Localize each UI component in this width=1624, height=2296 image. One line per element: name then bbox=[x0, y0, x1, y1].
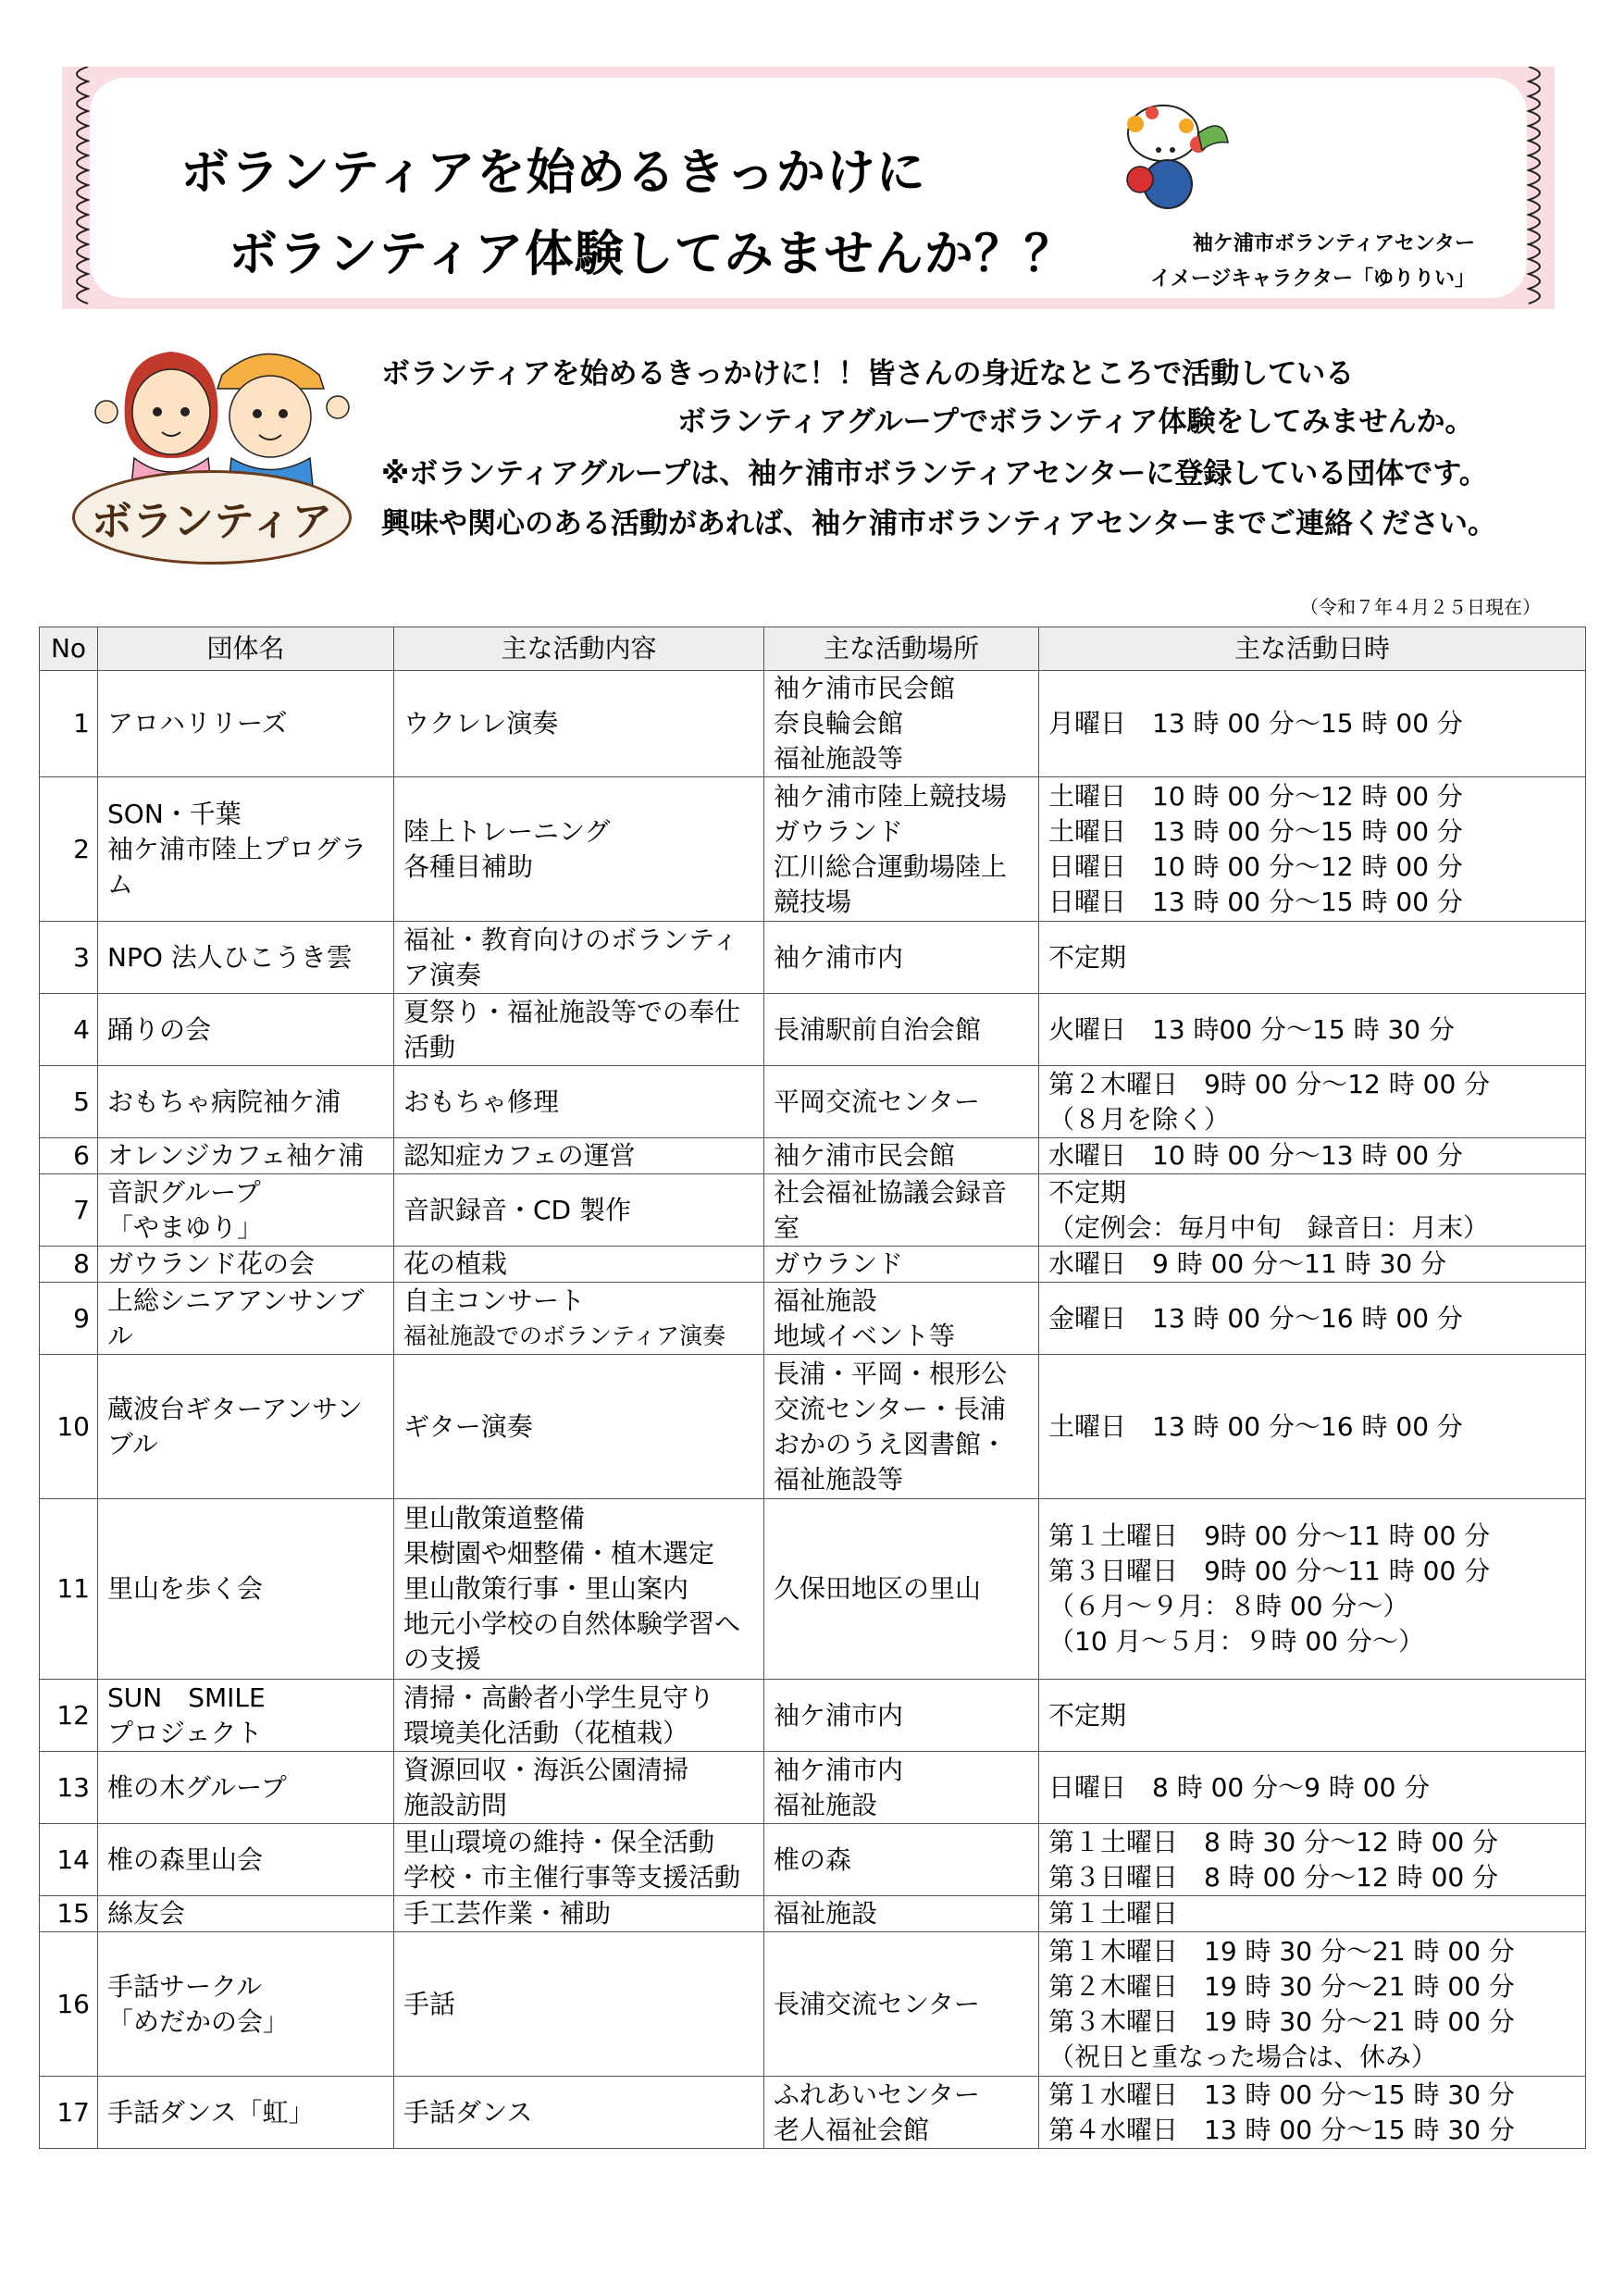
activity-time-cell bbox=[1039, 1066, 1586, 1138]
table-row bbox=[40, 1066, 1586, 1138]
activity-place-cell-line: 袖ケ浦市民会館 bbox=[774, 1140, 956, 1171]
activity-time-cell-line: 第１水曜日 13 時 00 分～15 時 30 分 bbox=[1048, 2079, 1515, 2110]
activity-content-cell-line: 学校・市主催行事等支援活動 bbox=[403, 1861, 741, 1893]
activity-time-cell-line: 第２木曜日 19 時 30 分～21 時 00 分 bbox=[1048, 1970, 1515, 2002]
group-name-cell bbox=[98, 1896, 394, 1932]
group-name-cell bbox=[98, 671, 394, 777]
activity-content-cell-line: おもちゃ修理 bbox=[403, 1086, 560, 1117]
row-number-cell: 4 bbox=[40, 994, 98, 1066]
table-row bbox=[40, 1680, 1586, 1752]
table-row bbox=[40, 1824, 1586, 1896]
row-number-cell: 6 bbox=[40, 1138, 98, 1174]
activity-time-cell-line: 土曜日 10 時 00 分～12 時 00 分 bbox=[1048, 780, 1463, 812]
group-name-cell-line: 袖ケ浦市陸上プログラム bbox=[107, 833, 367, 900]
activity-content-cell-line: 清掃・高齢者小学生見守り bbox=[403, 1682, 715, 1713]
activity-content-cell-line: 各種目補助 bbox=[403, 850, 534, 882]
row-number-cell: 3 bbox=[40, 922, 98, 994]
group-name-cell-line: プロジェクト bbox=[107, 1717, 263, 1748]
activity-content-cell-line: 福祉施設でのボランティア演奏 bbox=[403, 1322, 726, 1349]
activity-content-cell-line: 夏祭り・福祉施設等での奉仕活動 bbox=[403, 996, 741, 1062]
row-number-cell: 11 bbox=[40, 1499, 98, 1680]
row-number-cell: 15 bbox=[40, 1896, 98, 1932]
activity-place-cell-line: 袖ケ浦市内 bbox=[774, 1699, 904, 1731]
group-name-cell bbox=[98, 1283, 394, 1355]
activity-time-cell-line: 第３日曜日 8 時 00 分～12 時 00 分 bbox=[1048, 1861, 1499, 1893]
activity-time-cell-line: （10 月～５月：９時 00 分～） bbox=[1048, 1626, 1424, 1657]
activity-place-cell bbox=[764, 922, 1039, 994]
activity-place-cell-line: 平岡交流センター bbox=[774, 1086, 980, 1117]
group-name-cell-line: 「やまゆり」 bbox=[107, 1211, 264, 1243]
mascot-caption-line-1: 袖ケ浦市ボランティアセンター bbox=[1192, 232, 1475, 255]
activity-time-cell-line: 第２木曜日 9時 00 分～12 時 00 分 bbox=[1048, 1068, 1491, 1099]
activity-content-cell bbox=[394, 1932, 764, 2077]
activity-place-cell bbox=[764, 1896, 1039, 1932]
activity-place-cell bbox=[764, 1752, 1039, 1824]
table-body bbox=[40, 671, 1586, 2149]
activity-time-cell-line: 水曜日 9 時 00 分～11 時 30 分 bbox=[1048, 1248, 1447, 1279]
activity-content-cell bbox=[394, 671, 764, 777]
group-name-cell-line: 絲友会 bbox=[107, 1898, 186, 1929]
group-name-cell-line: 手話ダンス「虹」 bbox=[107, 2096, 315, 2128]
activity-content-cell-line: 資源回収・海浜公園清掃 bbox=[403, 1754, 689, 1785]
activity-content-cell-line: 手工芸作業・補助 bbox=[403, 1898, 612, 1929]
mascot-caption-line-2: イメージキャラクター「ゆりりい」 bbox=[1150, 267, 1475, 291]
activity-time-cell bbox=[1039, 1896, 1586, 1932]
header-activity-time: 主な活動日時 bbox=[1039, 627, 1586, 671]
row-number-cell: 8 bbox=[40, 1247, 98, 1283]
row-number-cell: 9 bbox=[40, 1283, 98, 1355]
activity-time-cell-line: 土曜日 13 時 00 分～16 時 00 分 bbox=[1048, 1410, 1463, 1442]
activity-time-cell-line: 第３木曜日 19 時 30 分～21 時 00 分 bbox=[1048, 2005, 1515, 2037]
activity-time-cell-line: 第４水曜日 13 時 00 分～15 時 30 分 bbox=[1048, 2114, 1515, 2145]
activity-place-cell-line: ガウランド bbox=[774, 1248, 904, 1279]
activity-time-cell-line: 第１土曜日 9時 00 分～11 時 00 分 bbox=[1048, 1520, 1491, 1551]
group-name-cell-line: 手話サークル bbox=[107, 1970, 263, 2002]
activity-place-cell-line: 奈良輪会館 bbox=[774, 708, 904, 738]
activity-content-cell bbox=[394, 1138, 764, 1174]
group-name-cell-line: アロハリリーズ bbox=[107, 708, 288, 738]
activity-content-cell-line: 施設訪問 bbox=[403, 1789, 508, 1820]
header-no: No bbox=[40, 627, 98, 671]
group-name-cell-line: 上総シニアアンサンブル bbox=[107, 1285, 365, 1351]
activity-time-cell bbox=[1039, 2077, 1586, 2149]
activity-place-cell-line: 社会福祉協議会録音室 bbox=[774, 1176, 1008, 1243]
banner-frame bbox=[90, 78, 1527, 298]
table-row bbox=[40, 1932, 1586, 2077]
mascot-yuririi-icon bbox=[1098, 96, 1237, 217]
activity-place-cell-line: ガウランド bbox=[774, 815, 904, 847]
activity-content-cell-line: 果樹園や畑整備・植木選定 bbox=[403, 1538, 715, 1569]
activity-place-cell bbox=[764, 1499, 1039, 1680]
header-activity-content: 主な活動内容 bbox=[394, 627, 764, 671]
activity-place-cell-line: 江川総合運動場陸上競技場 bbox=[774, 850, 1008, 917]
table-row bbox=[40, 994, 1586, 1066]
activity-content-cell-line: 陸上トレーニング bbox=[403, 815, 611, 847]
activity-content-cell bbox=[394, 1752, 764, 1824]
activity-content-cell-line: 花の植栽 bbox=[403, 1248, 508, 1279]
group-name-cell bbox=[98, 1752, 394, 1824]
activity-time-cell-line: （定例会：毎月中旬 録音日：月末） bbox=[1048, 1211, 1490, 1243]
table-row bbox=[40, 777, 1586, 922]
activity-content-cell bbox=[394, 1247, 764, 1283]
header-activity-place: 主な活動場所 bbox=[764, 627, 1039, 671]
activity-time-cell bbox=[1039, 1499, 1586, 1680]
row-number-cell: 13 bbox=[40, 1752, 98, 1824]
wavy-border-right bbox=[1527, 67, 1555, 309]
activity-place-cell bbox=[764, 1824, 1039, 1896]
group-name-cell-line: 椎の森里山会 bbox=[107, 1843, 264, 1875]
group-name-cell bbox=[98, 1138, 394, 1174]
activity-time-cell-line: 不定期 bbox=[1048, 941, 1127, 973]
group-name-cell bbox=[98, 1355, 394, 1499]
activity-place-cell bbox=[764, 1066, 1039, 1138]
activity-time-cell-line: 第１土曜日 bbox=[1048, 1898, 1179, 1929]
activity-time-cell-line: 日曜日 13 時 00 分～15 時 00 分 bbox=[1048, 886, 1463, 917]
activity-time-cell bbox=[1039, 1752, 1586, 1824]
group-name-cell-line: 椎の木グループ bbox=[107, 1771, 287, 1803]
group-name-cell bbox=[98, 1824, 394, 1896]
activity-time-cell-line: 水曜日 10 時 00 分～13 時 00 分 bbox=[1048, 1140, 1463, 1171]
row-number-cell: 1 bbox=[40, 671, 98, 777]
activity-place-cell-line: 椎の森 bbox=[774, 1843, 852, 1875]
activity-content-cell bbox=[394, 1174, 764, 1247]
activity-content-cell bbox=[394, 922, 764, 994]
activity-time-cell-line: 火曜日 13 時00 分～15 時 30 分 bbox=[1048, 1013, 1456, 1045]
group-name-cell bbox=[98, 1174, 394, 1247]
activity-time-cell bbox=[1039, 1824, 1586, 1896]
activity-content-cell bbox=[394, 1499, 764, 1680]
activity-content-cell bbox=[394, 994, 764, 1066]
row-number-cell: 10 bbox=[40, 1355, 98, 1499]
activity-content-cell bbox=[394, 1896, 764, 1932]
intro-line-1: ボランティアを始めるきっかけに！！皆さんの身近なところで活動している bbox=[381, 357, 1355, 391]
group-name-cell-line: 音訳グループ bbox=[107, 1176, 261, 1208]
activity-time-cell bbox=[1039, 777, 1586, 922]
activity-content-cell-line: 里山散策道整備 bbox=[403, 1503, 586, 1533]
group-name-cell bbox=[98, 1066, 394, 1138]
activity-time-cell-line: 金曜日 13 時 00 分～16 時 00 分 bbox=[1048, 1302, 1463, 1334]
activity-content-cell-line: 手話ダンス bbox=[403, 2096, 533, 2128]
activity-content-cell-line: 地元小学校の自然体験学習への支援 bbox=[403, 1608, 741, 1674]
table-row bbox=[40, 1499, 1586, 1680]
activity-place-cell-line: 袖ケ浦市民会館 bbox=[774, 673, 956, 703]
activity-place-cell-line: 長浦・平岡・根形公交流センター・長浦おかのうえ図書館・福祉施設等 bbox=[774, 1358, 1008, 1495]
group-name-cell-line: オレンジカフェ袖ケ浦 bbox=[107, 1140, 365, 1171]
header-group-name: 団体名 bbox=[98, 627, 394, 671]
row-number-cell: 2 bbox=[40, 777, 98, 922]
activity-content-cell-line: 自主コンサート bbox=[403, 1285, 586, 1316]
activity-content-cell-line: 里山散策行事・里山案内 bbox=[403, 1573, 689, 1604]
activity-place-cell bbox=[764, 1932, 1039, 2077]
as-of-date: （令和７年４月２５日現在） bbox=[1300, 596, 1541, 618]
group-name-cell bbox=[98, 1680, 394, 1752]
activity-time-cell-line: 不定期 bbox=[1048, 1699, 1127, 1731]
activity-time-cell-line: 日曜日 8 時 00 分～9 時 00 分 bbox=[1048, 1771, 1431, 1803]
table-row bbox=[40, 922, 1586, 994]
wavy-border-left bbox=[62, 67, 90, 309]
group-name-cell-line: 踊りの会 bbox=[107, 1013, 212, 1045]
intro-line-2: ボランティアグループでボランティア体験をしてみませんか。 bbox=[677, 405, 1474, 439]
activity-place-cell-line: 福祉施設 bbox=[774, 1789, 878, 1820]
group-name-cell-line: おもちゃ病院袖ケ浦 bbox=[107, 1086, 341, 1117]
title-banner bbox=[62, 67, 1555, 309]
group-name-cell-line: SON・千葉 bbox=[107, 798, 242, 829]
activity-time-cell-line: 第３日曜日 9時 00 分～11 時 00 分 bbox=[1048, 1556, 1491, 1586]
activity-place-cell-line: ふれあいセンター bbox=[774, 2079, 980, 2110]
activity-place-cell-line: 長浦駅前自治会館 bbox=[774, 1013, 982, 1045]
row-number-cell: 5 bbox=[40, 1066, 98, 1138]
activity-place-cell bbox=[764, 1174, 1039, 1247]
group-name-cell-line: NPO 法人ひこうき雲 bbox=[107, 941, 353, 973]
activity-content-cell bbox=[394, 1824, 764, 1896]
activity-place-cell-line: 長浦交流センター bbox=[774, 1988, 980, 2019]
table-header-row bbox=[40, 627, 1586, 671]
title-line-2: ボランティア体験してみませんか？？ bbox=[229, 226, 1074, 282]
activity-time-cell-line: 不定期 bbox=[1048, 1176, 1127, 1208]
activity-content-cell bbox=[394, 1680, 764, 1752]
group-name-cell-line: 「めだかの会」 bbox=[107, 2005, 290, 2037]
activity-place-cell-line: 福祉施設等 bbox=[774, 743, 904, 774]
volunteer-groups-table bbox=[39, 627, 1586, 2149]
row-number-cell: 14 bbox=[40, 1824, 98, 1896]
activity-content-cell bbox=[394, 1355, 764, 1499]
activity-place-cell bbox=[764, 1355, 1039, 1499]
table-row bbox=[40, 1247, 1586, 1283]
activity-time-cell bbox=[1039, 1138, 1586, 1174]
activity-time-cell-line: （祝日と重なった場合は、休み） bbox=[1048, 2041, 1438, 2072]
activity-content-cell-line: 認知症カフェの運営 bbox=[403, 1140, 636, 1171]
activity-time-cell bbox=[1039, 994, 1586, 1066]
group-name-cell bbox=[98, 994, 394, 1066]
activity-time-cell bbox=[1039, 1283, 1586, 1355]
activity-content-cell-line: ウクレレ演奏 bbox=[403, 708, 559, 738]
activity-content-cell-line: 手話 bbox=[403, 1988, 456, 2019]
group-name-cell bbox=[98, 1247, 394, 1283]
group-name-cell bbox=[98, 1932, 394, 2077]
activity-time-cell-line: 第１木曜日 19 時 30 分～21 時 00 分 bbox=[1048, 1935, 1515, 1967]
activity-time-cell-line: 第１土曜日 8 時 30 分～12 時 00 分 bbox=[1048, 1826, 1499, 1857]
table-row bbox=[40, 1752, 1586, 1824]
activity-place-cell-line: 福祉施設 bbox=[774, 1285, 878, 1316]
row-number-cell: 16 bbox=[40, 1932, 98, 2077]
activity-content-cell-line: ギター演奏 bbox=[403, 1410, 533, 1442]
activity-place-cell bbox=[764, 671, 1039, 777]
table-row bbox=[40, 1174, 1586, 1247]
table-row bbox=[40, 1138, 1586, 1174]
activity-time-cell bbox=[1039, 1247, 1586, 1283]
activity-time-cell-line: 日曜日 10 時 00 分～12 時 00 分 bbox=[1048, 850, 1463, 882]
group-name-cell bbox=[98, 777, 394, 922]
row-number-cell: 17 bbox=[40, 2077, 98, 2149]
activity-time-cell-line: （８月を除く） bbox=[1048, 1103, 1231, 1135]
activity-time-cell bbox=[1039, 1174, 1586, 1247]
row-number-cell: 7 bbox=[40, 1174, 98, 1247]
activity-place-cell bbox=[764, 1283, 1039, 1355]
group-name-cell-line: SUN SMILE bbox=[107, 1682, 266, 1713]
activity-place-cell-line: 地域イベント等 bbox=[774, 1320, 956, 1351]
activity-time-cell bbox=[1039, 922, 1586, 994]
group-name-cell bbox=[98, 1499, 394, 1680]
group-name-cell bbox=[98, 2077, 394, 2149]
table-row bbox=[40, 2077, 1586, 2149]
title-line-1: ボランティアを始めるきっかけに bbox=[180, 144, 926, 201]
activity-content-cell-line: 福祉・教育向けのボランティア演奏 bbox=[403, 924, 738, 990]
activity-place-cell bbox=[764, 1138, 1039, 1174]
table-row bbox=[40, 671, 1586, 777]
activity-content-cell bbox=[394, 1283, 764, 1355]
volunteer-badge: ボランティア bbox=[72, 470, 352, 565]
table-row bbox=[40, 1355, 1586, 1499]
table-row bbox=[40, 1896, 1586, 1932]
intro-line-4: 興味や関心のある活動があれば、袖ケ浦市ボランティアセンターまでご連絡ください。 bbox=[381, 507, 1496, 540]
activity-place-cell-line: 老人福祉会館 bbox=[774, 2114, 930, 2145]
activity-time-cell bbox=[1039, 1680, 1586, 1752]
activity-content-cell-line: 音訳録音・CD 製作 bbox=[403, 1194, 632, 1225]
activity-content-cell-line: 環境美化活動（花植栽） bbox=[403, 1717, 689, 1748]
activity-time-cell-line: 月曜日 13 時 00 分～15 時 00 分 bbox=[1048, 708, 1463, 738]
activity-time-cell bbox=[1039, 1355, 1586, 1499]
activity-place-cell bbox=[764, 777, 1039, 922]
row-number-cell: 12 bbox=[40, 1680, 98, 1752]
intro-line-3: ※ボランティアグループは、袖ケ浦市ボランティアセンターに登録している団体です。 bbox=[381, 457, 1488, 490]
activity-place-cell-line: 久保田地区の里山 bbox=[774, 1573, 982, 1604]
table-row bbox=[40, 1283, 1586, 1355]
activity-place-cell-line: 福祉施設 bbox=[774, 1898, 878, 1929]
activity-place-cell bbox=[764, 994, 1039, 1066]
activity-place-cell bbox=[764, 1680, 1039, 1752]
activity-place-cell bbox=[764, 2077, 1039, 2149]
activity-time-cell-line: 土曜日 13 時 00 分～15 時 00 分 bbox=[1048, 815, 1463, 847]
activity-content-cell-line: 里山環境の維持・保全活動 bbox=[403, 1826, 715, 1857]
activity-content-cell bbox=[394, 1066, 764, 1138]
group-name-cell-line: 里山を歩く会 bbox=[107, 1573, 264, 1604]
activity-place-cell-line: 袖ケ浦市内 bbox=[774, 1754, 904, 1785]
activity-content-cell bbox=[394, 777, 764, 922]
activity-time-cell-line: （６月～９月：８時 00 分～） bbox=[1048, 1591, 1409, 1621]
activity-place-cell-line: 袖ケ浦市陸上競技場 bbox=[774, 780, 1008, 812]
activity-time-cell bbox=[1039, 671, 1586, 777]
activity-content-cell bbox=[394, 2077, 764, 2149]
activity-place-cell bbox=[764, 1247, 1039, 1283]
group-name-cell-line: ガウランド花の会 bbox=[107, 1248, 316, 1279]
group-name-cell bbox=[98, 922, 394, 994]
group-name-cell-line: 蔵波台ギターアンサンブル bbox=[107, 1393, 363, 1459]
activity-time-cell bbox=[1039, 1932, 1586, 2077]
activity-place-cell-line: 袖ケ浦市内 bbox=[774, 941, 904, 973]
